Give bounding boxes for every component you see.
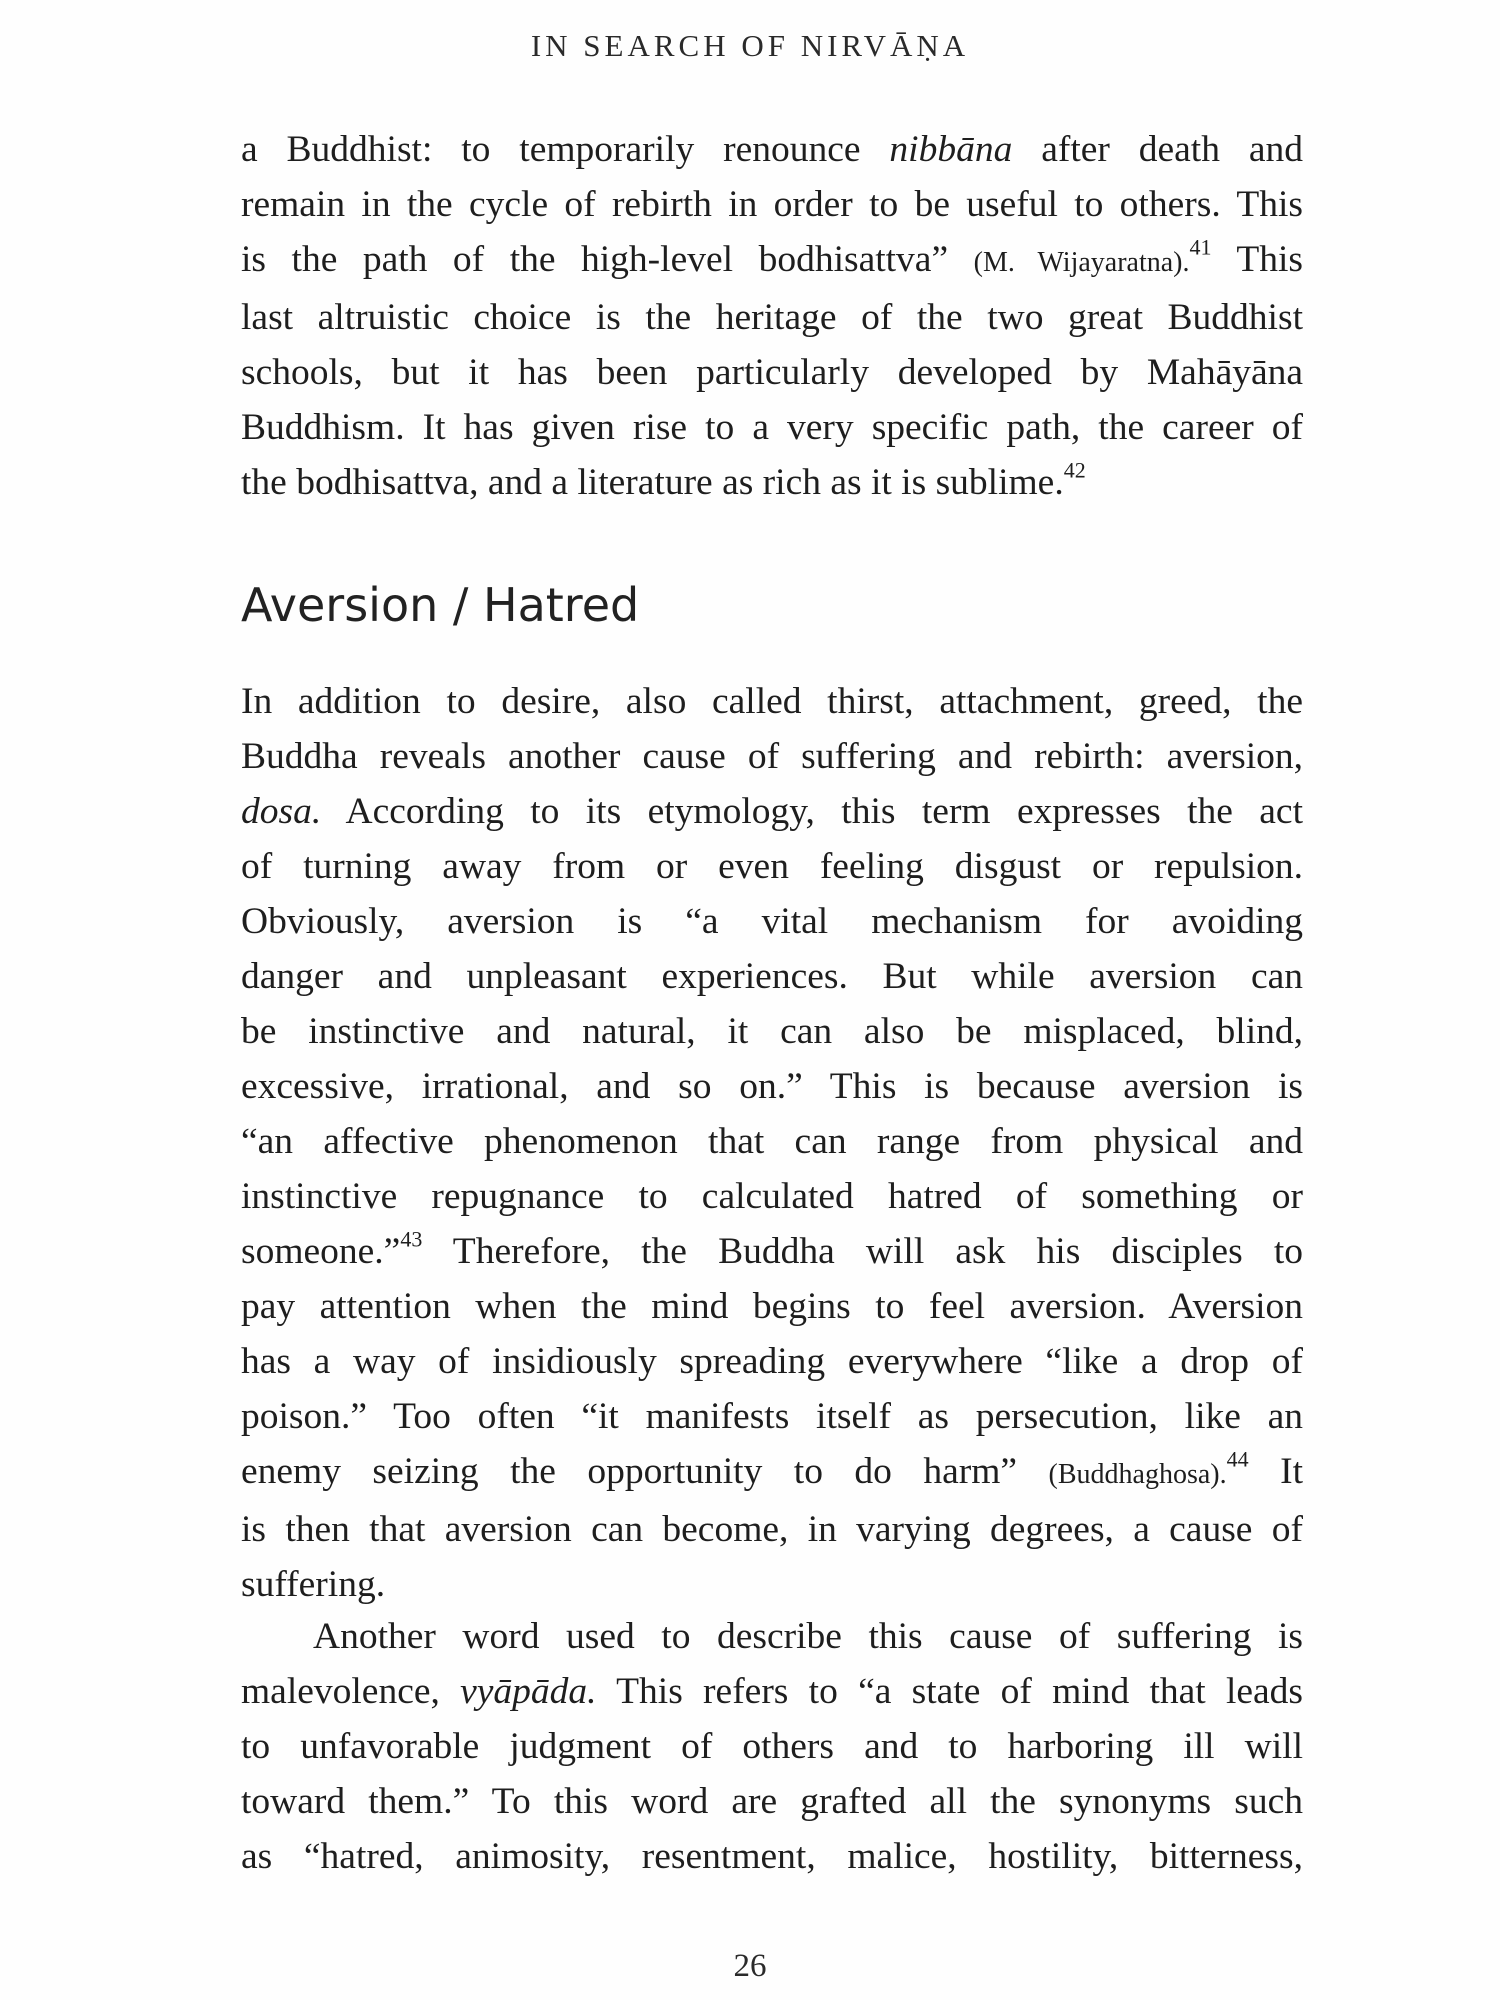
- text-line: In addition to desire, also called thirst, attachment, greed, the: [241, 681, 1303, 722]
- citation: (Buddhaghosa).: [1048, 1459, 1227, 1490]
- text-line: remain in the cycle of rebirth in order to be useful to others. This: [241, 184, 1303, 225]
- footnote-marker: 44: [1226, 1446, 1249, 1472]
- text-line: of turning away from or even feeling disgust or repulsion.: [241, 846, 1303, 887]
- running-title: IN SEARCH OF NIRVĀṆA: [530, 28, 970, 63]
- text-line: “an affective phenomenon that can range from physical and: [241, 1121, 1303, 1162]
- paragraph-3: [241, 1609, 1303, 1884]
- text-line: is the path of the high-level bodhisattva” (M. Wijayaratna).$^{41}$ This: [241, 234, 1303, 280]
- page-number: 26: [733, 1948, 767, 1984]
- text-line: someone.”$^{43}$ Therefore, the Buddha will ask his disciples to: [241, 1226, 1303, 1272]
- paragraph-2: [241, 674, 1303, 1612]
- text-line: danger and unpleasant experiences. But while aversion can: [241, 956, 1303, 997]
- text-line: Obviously, aversion is “a vital mechanism for avoiding: [241, 901, 1303, 942]
- italic-term: vyāpāda.: [460, 1671, 597, 1712]
- text-line: last altruistic choice is the heritage of the two great Buddhist: [241, 297, 1303, 338]
- italic-term: dosa.: [241, 791, 322, 832]
- footnote-marker: 43: [400, 1226, 423, 1252]
- text-line: dosa. According to its etymology, this term expresses the act: [241, 791, 1303, 832]
- text-line: is then that aversion can become, in varying degrees, a cause of: [241, 1509, 1303, 1550]
- text-line: a Buddhist: to temporarily renounce nibbāna after death and: [241, 129, 1303, 170]
- section-heading: Aversion / Hatred: [241, 578, 640, 632]
- text-line: as “hatred, animosity, resentment, malice, hostility, bitterness,: [241, 1836, 1303, 1877]
- text-line: poison.” Too often “it manifests itself as persecution, like an: [241, 1396, 1303, 1437]
- footnote-marker: 42: [1063, 457, 1086, 483]
- text-line: malevolence, vyāpāda. This refers to “a state of mind that leads: [241, 1671, 1304, 1712]
- text-line: Buddha reveals another cause of suffering and rebirth: aversion,: [241, 736, 1303, 777]
- text-line: enemy seizing the opportunity to do harm” (Buddhaghosa).$^{44}$ It: [241, 1446, 1303, 1492]
- text-line: Another word used to describe this cause of suffering is: [313, 1616, 1303, 1657]
- text-line: to unfavorable judgment of others and to harboring ill will: [241, 1726, 1303, 1767]
- footnote-marker: 41: [1189, 234, 1212, 260]
- text-line: toward them.” To this word are grafted all the synonyms such: [241, 1781, 1303, 1822]
- text-line: excessive, irrational, and so on.” This is because aversion is: [241, 1066, 1303, 1107]
- text-line: Buddhism. It has given rise to a very specific path, the career of: [241, 407, 1303, 448]
- text-line: instinctive repugnance to calculated hatred of something or: [241, 1176, 1303, 1217]
- text-line: pay attention when the mind begins to feel aversion. Aversion: [241, 1286, 1303, 1327]
- paragraph-1: [241, 122, 1303, 510]
- text-line: suffering.: [241, 1564, 386, 1605]
- italic-term: nibbāna: [889, 129, 1013, 170]
- citation: (M. Wijayaratna).: [973, 247, 1190, 278]
- text-line: be instinctive and natural, it can also be misplaced, blind,: [241, 1011, 1303, 1052]
- text-line: has a way of insidiously spreading everywhere “like a drop of: [241, 1341, 1303, 1382]
- text-line: the bodhisattva, and a literature as rich as it is sublime.$^{42}$: [241, 457, 1086, 503]
- text-line: schools, but it has been particularly developed by Mahāyāna: [241, 352, 1303, 393]
